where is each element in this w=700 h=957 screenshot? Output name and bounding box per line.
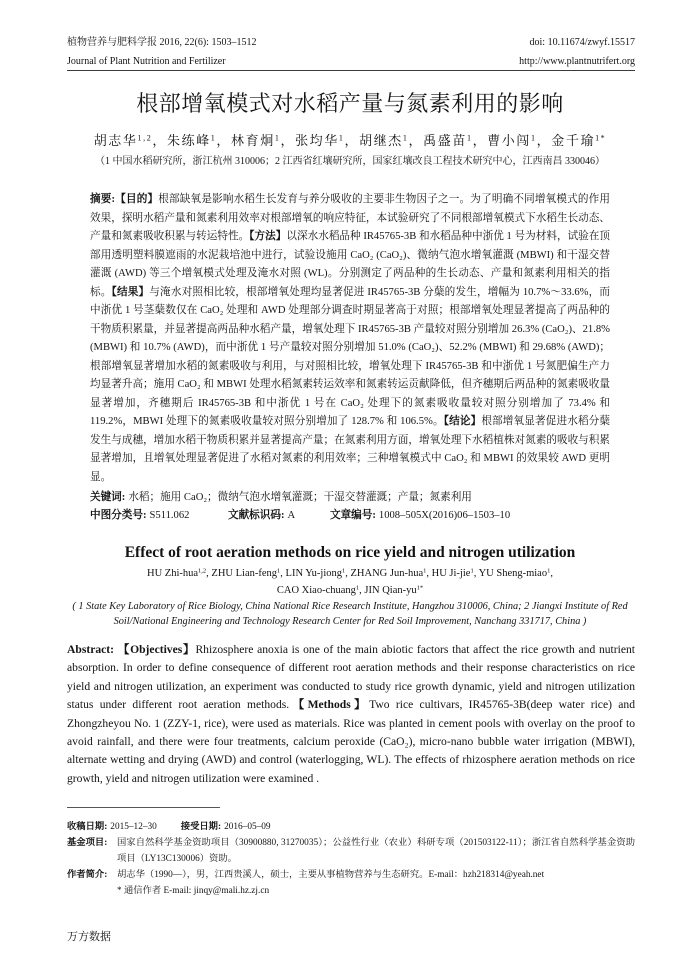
authors-en [0,566,700,599]
received-date-value: 2015–12–30 [110,822,157,832]
author-name: ZHU Lian-feng [211,568,278,579]
author-en [147,568,211,579]
author-en [364,585,423,596]
abstract-en-objectives-label: 【Objectives】 [117,643,196,656]
author-cn [551,133,606,148]
abstract-cn-objectives-label: 【目的】 [115,194,159,205]
author-affiliation-mark: 1 [547,567,551,575]
author-bio-text: 胡志华（1990—），男，江西贵溪人，硕士，主要从事植物营养与生态研究。E-mail：hzh218314@yeah.net [117,870,545,880]
author-cn [295,133,359,148]
abstract-cn [90,191,610,487]
author-affiliation-mark: 1 [531,133,537,143]
author-en [277,585,365,596]
abstract-cn-label: 摘要: [90,194,116,205]
article-number [330,507,510,525]
author-affiliation-mark: 1 [274,133,281,143]
classification-row [90,507,610,525]
author-separator: , [426,568,432,579]
author-cn [167,133,231,148]
author-name: HU Zhi-hua [147,568,199,579]
document-code-value: A [287,510,296,521]
title-cn: 根部增氧模式对水稻产量与氮素利用的影响 [136,91,564,116]
author-cn [359,133,423,148]
abstract-en [67,641,635,788]
abstract-en-objectives-text: Rhizosphere anoxia is one of the main abiotic factors that affect the rice growth and nutrient absorption. In order to define consequence of different root aeration methods and their response characteristics on rice yield and nitrogen utilization, an experiment was conducted to study rice growth dynamic, yield and nitrogen utilization status under different root aeration methods. [67,643,636,712]
author-affiliation-mark: 1 [466,133,473,143]
clc-label: 中图分类号: [90,510,147,521]
author-name: HU Ji-jie [431,568,471,579]
author-affiliation-mark: 1 [355,583,360,591]
accepted-date-value: 2016–05–09 [224,822,271,832]
author-affiliation-mark: 1 [342,567,346,575]
funding-row [67,835,635,867]
abstract-cn-methods-text: 以深水水稻品种 IR45765-3B 和水稻品种中浙优 1 号为材料，试验在顶部用透明塑料膜遮雨的水泥栽培池中进行，试验设施用 CaO₂ (CaO₂)、微纳气泡水增氧灌溉 (MBWI) 和干湿交替灌溉 (AWD) 等三个增氧模式处理及淹水对照 (WL)。分别测定了两品种的生长动态、产量和氮素利用相关的指标。 [90,231,610,298]
funding-text: 国家自然科学基金资助项目（30900880, 31270035）；公益性行业（农业）科研专项（201503122-11）；浙江省自然科学基金资助项目（LY13C130006）资助。 [117,838,635,864]
document-code-label: 文献标识码: [228,510,285,521]
author-name: ZHANG Jun-hua [350,568,424,579]
author-cn [423,133,487,148]
keywords-cn-label: 关键词: [90,492,126,503]
title-en: Effect of root aeration methods on rice yield and nitrogen utilization [124,544,576,561]
author-affiliation-mark: 1 [423,567,427,575]
author-bio-label: 作者简介: [67,870,108,880]
authors-en-line-2 [0,583,700,600]
funding-label: 基金项目: [67,838,108,848]
footnotes [67,819,635,899]
author-name: 张均华 [295,133,339,148]
author-affiliation-mark: 1 [277,567,281,575]
document-code [228,507,295,525]
keywords-cn [90,489,610,507]
author-cn [94,133,167,148]
clc-value: S511.062 [149,510,190,521]
author-affiliation-mark: 1,2 [137,133,153,143]
author-separator: , [359,584,365,596]
author-separator: , [550,568,553,579]
affiliation-en: ( 1 State Key Laboratory of Rice Biology, China National Rice Research Institute, Hangzhou 310006, China; 2 Jiangxi Institute of Red Soil/National Engineering and Technology Research Center for Red Soil Improvement, Nanchang 331717, China ) [72,601,628,627]
author-name: 曹小闯 [487,133,532,148]
author-name: LIN Yu-jiong [285,568,343,579]
author-name: YU Sheng-miao [478,568,548,579]
dates-row [67,819,635,835]
affiliation-cn: （1 中国水稻研究所，浙江杭州 310006；2 江西省红壤研究所，国家红壤改良工程技术研究中心，江西南昌 330046） [95,156,605,167]
author-separator: , [280,568,286,579]
watermark-text: 万方数据 [67,931,111,943]
author-separator: ， [536,133,552,148]
abstract-cn-conclusions-text: 根部增氧显著促进水稻分蘖发生与成穗，增加水稻干物质积累并显著提高产量；在氮素利用方面，增氧处理下水稻植株对氮素的吸收与积累显著增加，且增氧处理显著促进了水稻对氮素的利用效率；三种增氧模式中 CaO₂ 和 MBWI 的效果较 AWD 更明显。 [90,416,611,483]
author-affiliation-mark: 1 [470,567,474,575]
abstract-en-methods-text: Two rice cultivars, IR45765-3B(deep water rice) and Zhongzheyou No. 1 (ZZY-1, rice), were used as materials. Rice was planted in cement pools with overlay on the proof to avoid rainfall, and there were four treatments, calcium peroxide (CaO₂), micro-nano bubble water irrigation (MBWI), alternate wetting and drying (AWD) and control (waterlogging, WL). The effects of rhizosphere aeration methods on rice growth, yield and nitrogen utilization were examined . [67,698,635,785]
journal-url-link[interactable]: http://www.plantnutrifert.org [519,56,635,67]
journal-name-cn: 植物营养与肥料学报 2016, 22(6): 1503–1512 [67,37,257,48]
article-number-label: 文章编号: [330,510,376,521]
author-bio-row [67,867,635,883]
footnote-rule [67,807,220,808]
author-separator: , [473,568,479,579]
author-en [432,568,479,579]
corresponding-author: * 通信作者 E-mail: jinqy@mali.hz.zj.cn [117,886,270,896]
author-affiliation-mark: 1* [595,133,607,143]
author-separator: ， [280,133,296,148]
doi: doi: 10.11674/zwyf.15517 [529,37,635,48]
author-name: 金千瑜 [551,133,596,148]
author-name: CAO Xiao-chuang [276,584,356,596]
author-cn [487,133,551,148]
author-cn [231,133,295,148]
abstract-cn-conclusions-label: 【结论】 [443,416,482,427]
author-separator: ， [472,133,488,148]
journal-name-en: Journal of Plant Nutrition and Fertilizer [67,56,226,67]
author-name: JIN Qian-yu [364,584,417,596]
author-affiliation-mark: 1 [210,133,217,143]
article-number-value: 1008–505X(2016)06–1503–10 [378,510,511,521]
author-en [286,568,351,579]
authors-en-line-1 [0,566,700,583]
abstract-cn-objectives-text: 根部缺氧是影响水稻生长发育与养分吸收的主要非生物因子之一。为了明确不同增氧模式的作用效果，探明水稻产量和氮素利用效率对根部增氧的响应特征，本试验研究了不同根部增氧模式下水稻生长动态、产量和氮素吸收积累与转运特性。 [90,194,611,242]
author-affiliation-mark: 1,2 [198,567,207,575]
author-name: 禹盛苗 [423,133,467,148]
keywords-cn-text: 水稻；施用 CaO₂；微纳气泡水增氧灌溉；干湿交替灌溉；产量；氮素利用 [128,492,472,503]
author-name: 朱练峰 [166,133,211,148]
author-affiliation-mark: 1* [416,583,424,591]
authors-cn [0,131,700,151]
author-en [351,568,432,579]
clc-number [90,507,189,525]
author-separator: ， [408,133,424,148]
author-separator: ， [152,133,167,148]
author-separator: ， [344,133,360,148]
author-en [479,568,553,579]
author-affiliation-mark: 1 [338,133,345,143]
abstract-cn-results-label: 【结果】 [111,286,150,298]
author-en [211,568,285,579]
author-separator: , [206,568,212,579]
author-name: 胡继杰 [359,133,403,148]
author-name: 林育炯 [231,133,275,148]
journal-doi-block [519,33,635,71]
author-separator: , [345,568,351,579]
header-rule [67,70,635,71]
abstract-en-methods-label: 【Methods】 [289,698,370,712]
author-separator: ， [216,133,232,148]
journal-header [67,33,256,71]
accepted-date-label: 接受日期: [180,822,222,832]
author-name: 胡志华 [93,133,138,148]
abstract-en-label: Abstract: [67,643,118,656]
abstract-cn-results-text: 与淹水对照相比较，根部增氧处理均显著促进 IR45765-3B 分蘖的发生，增幅为 10.7%～33.6%，而中浙优 1 号茎蘖数仅在 CaO₂ 处理和 AWD 处理部分调查时期显著高于对照；根部增氧处理显著提高了两品种的干物质积累量，并显著提高两品种水稻产量，增氧处理下 IR45765-3B 产量较对照分别增加 26.3% (CaO₂)、21.8% (MBWI) 和 10.7% (AWD)，而中浙优 1 号产量较对照分别增加 51.0% (CaO₂)、52.2% (MBWI) 和 29.68% (AWD)；根部增氧显著增加水稻的氮素吸收与利用，与对照相比较，增氧处理下 IR45765-3B 和中浙优 1 号氮肥偏生产力均显著升高；施用 CaO₂ 和 MBWI 处理水稻氮素转运效率和氮素转运贡献降低，但齐穗期后两品种的氮素吸收量显著增加，齐穗期后 IR45765-3B 和中浙优 1 号在 CaO₂ 处理下的氮素吸收量较对照分别增加了 73.4% 和 119.2%，MBWI 处理下的氮素吸收量较对照分别增加了 128.7% 和 106.5%。 [90,286,611,427]
author-affiliation-mark: 1 [402,133,409,143]
received-date-label: 收稿日期: [67,822,108,832]
abstract-cn-methods-label: 【方法】 [249,231,287,242]
